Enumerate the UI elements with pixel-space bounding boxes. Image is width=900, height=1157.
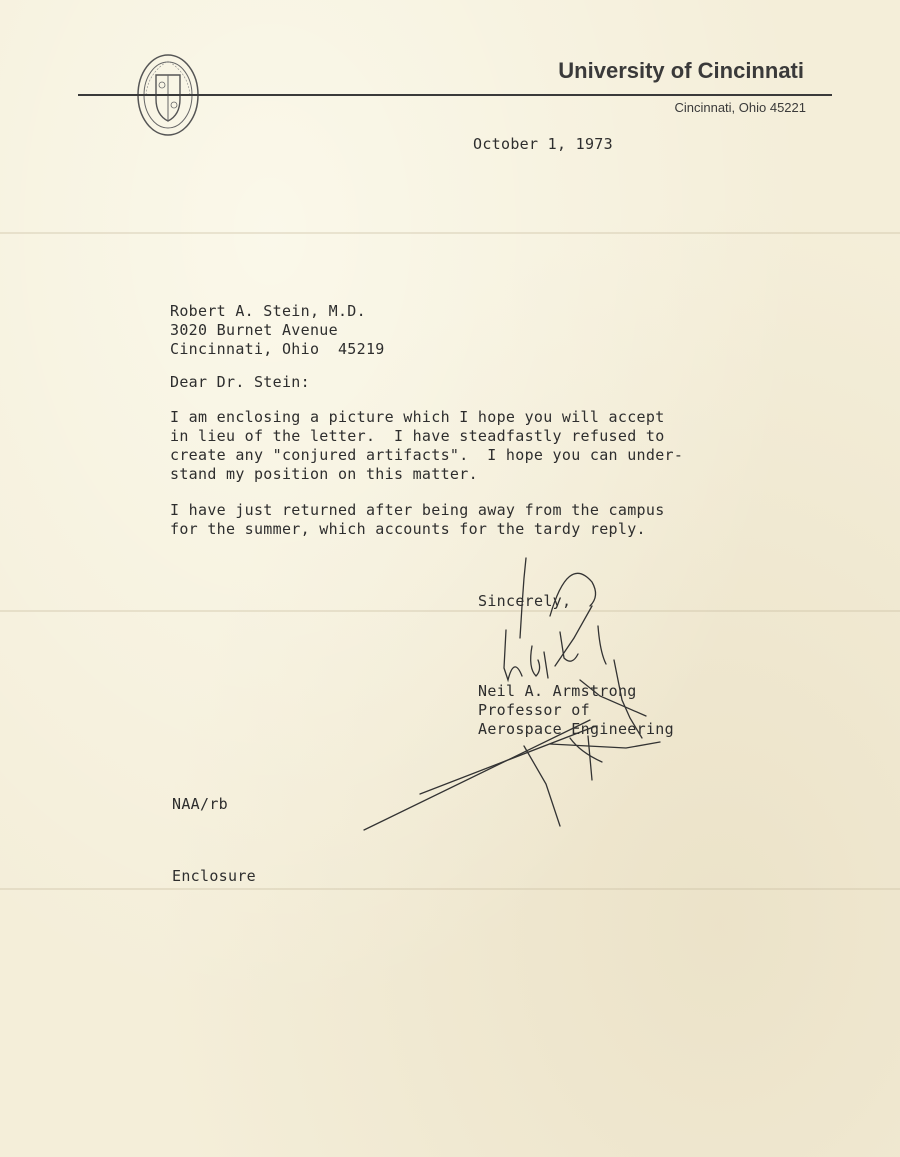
body-paragraph-1 xyxy=(170,408,683,484)
signer-title-1: Professor of xyxy=(478,701,590,719)
recipient-address xyxy=(170,302,385,359)
paper-crease xyxy=(0,888,900,890)
body-paragraph-2 xyxy=(170,501,665,539)
signer-title-2: Aerospace Engineering xyxy=(478,720,674,738)
closing: Sincerely, xyxy=(478,592,572,610)
paper-crease xyxy=(0,232,900,234)
body-line: in lieu of the letter. I have steadfastly refused to xyxy=(170,427,665,445)
recipient-name: Robert A. Stein, M.D. xyxy=(170,302,366,320)
body-line: create any "conjured artifacts". I hope you can under- xyxy=(170,446,684,464)
body-line: I have just returned after being away from the campus xyxy=(170,501,665,519)
institution-address: Cincinnati, Ohio 45221 xyxy=(674,100,806,115)
body-line: I am enclosing a picture which I hope you will accept xyxy=(170,408,665,426)
letter-date: October 1, 1973 xyxy=(473,135,613,153)
enclosure-note: Enclosure xyxy=(172,867,256,885)
recipient-street: 3020 Burnet Avenue xyxy=(170,321,338,339)
recipient-city: Cincinnati, Ohio 45219 xyxy=(170,340,385,358)
body-line: stand my position on this matter. xyxy=(170,465,478,483)
letterhead-rule xyxy=(78,94,832,96)
reference-initials: NAA/rb xyxy=(172,795,228,813)
institution-name: University of Cincinnati xyxy=(558,58,804,83)
signer-name: Neil A. Armstrong xyxy=(478,682,637,700)
handwritten-signature xyxy=(360,548,680,838)
salutation: Dear Dr. Stein: xyxy=(170,373,310,391)
body-line: for the summer, which accounts for the tardy reply. xyxy=(170,520,646,538)
